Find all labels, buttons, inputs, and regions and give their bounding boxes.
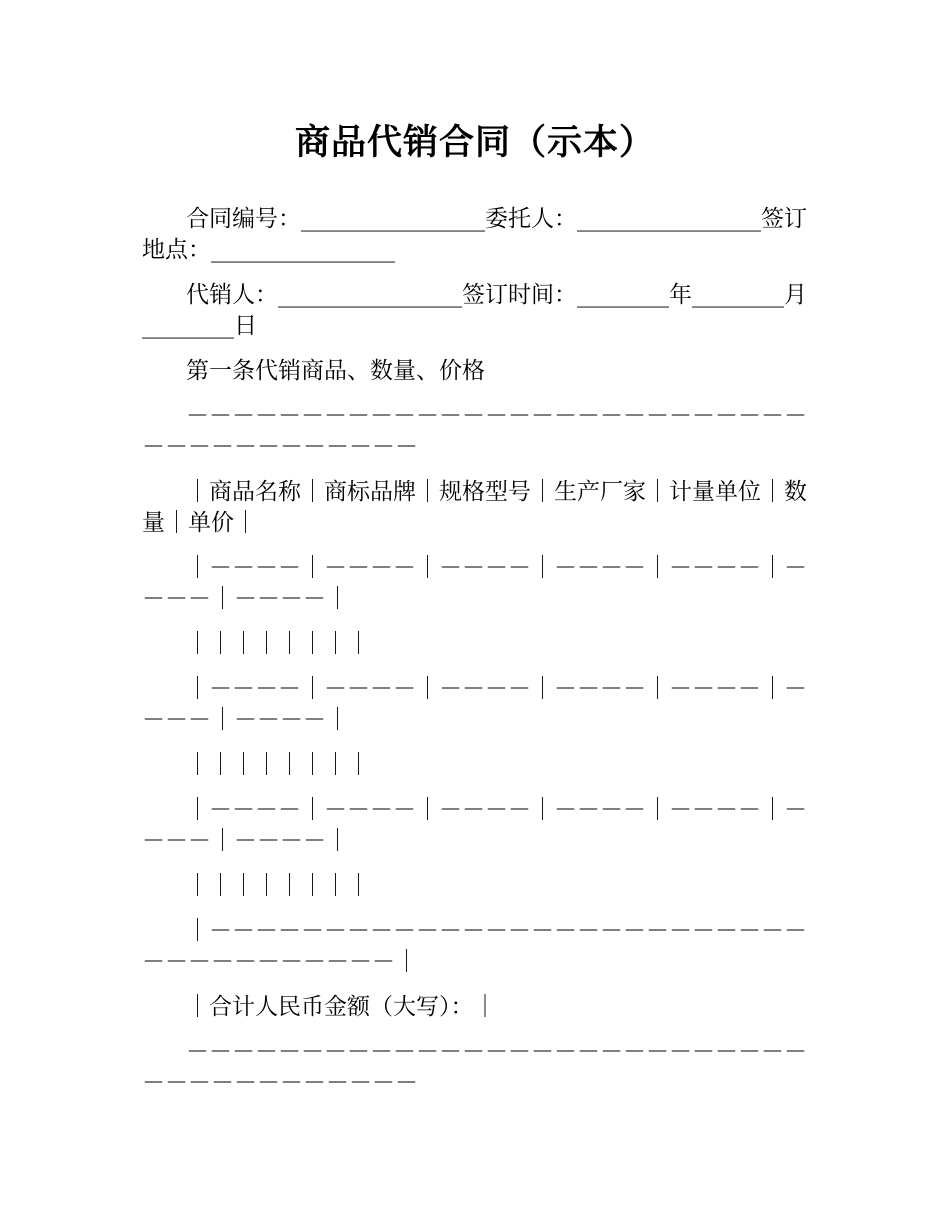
table-top-rule: －－－－－－－－－－－－－－－－－－－－－－－－－－－－－－－－－－－－－－－: [142, 403, 807, 460]
table-row: ｜｜｜｜｜｜｜｜: [186, 873, 370, 899]
table-total-row: ｜合计人民币金额（大写）：｜: [186, 994, 497, 1020]
table-total-separator: ｜－－－－－－－－－－－－－－－－－－－－－－－－－－－－－－－－－－－－－｜: [142, 918, 807, 975]
document-body: [142, 204, 808, 1099]
contract-meta-line-1: 合同编号：________________委托人：________________签订地点：________________: [142, 206, 807, 263]
document-page: [142, 0, 808, 1113]
section-heading-article-1: 第一条代销商品、数量、价格: [186, 358, 485, 384]
table-bottom-rule: －－－－－－－－－－－－－－－－－－－－－－－－－－－－－－－－－－－－－－－: [142, 1039, 807, 1096]
contract-meta-line-2: 代销人：________________签订时间：________年________月________日: [142, 282, 807, 339]
table-row: ｜｜｜｜｜｜｜｜: [186, 631, 370, 657]
table-row-separator: ｜－－－－｜－－－－｜－－－－｜－－－－｜－－－－｜－－－－｜－－－－｜: [142, 676, 807, 733]
table-row-separator: ｜－－－－｜－－－－｜－－－－｜－－－－｜－－－－｜－－－－｜－－－－｜: [142, 555, 807, 612]
document-title: 商品代销合同（示本）: [294, 123, 655, 163]
table-row: ｜｜｜｜｜｜｜｜: [186, 752, 370, 778]
table-header-row: ｜商品名称｜商标品牌｜规格型号｜生产厂家｜计量单位｜数量｜单价｜: [142, 479, 807, 536]
table-row-separator: ｜－－－－｜－－－－｜－－－－｜－－－－｜－－－－｜－－－－｜－－－－｜: [142, 797, 807, 854]
